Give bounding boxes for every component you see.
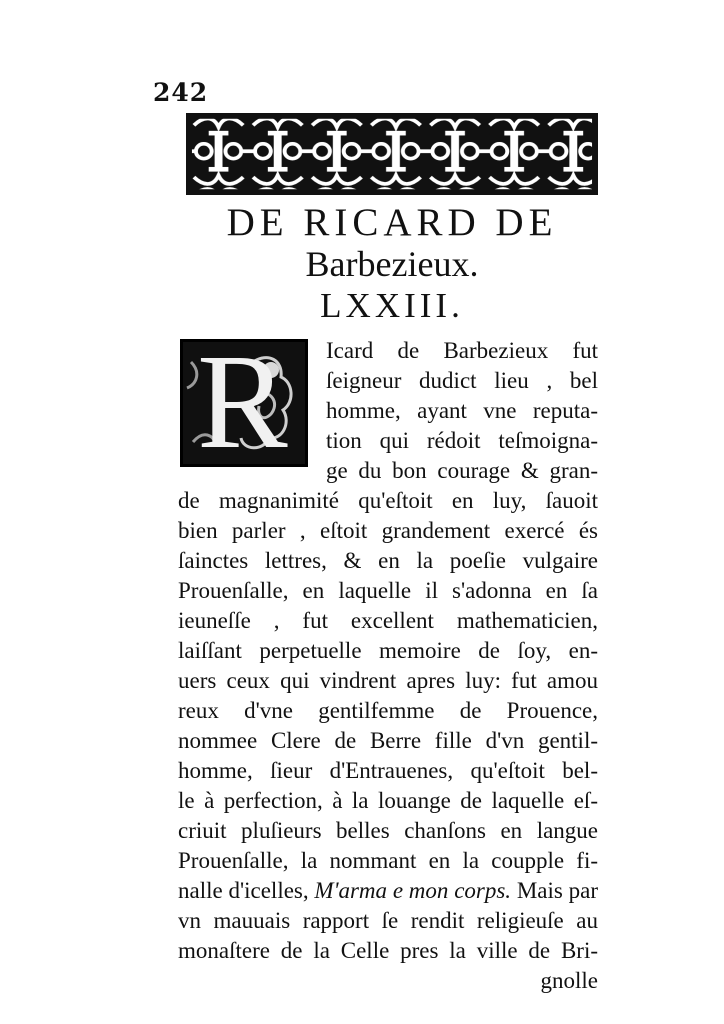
body-line: homme, ſieur d'Entrauenes, qu'eſtoit bel- — [178, 758, 598, 783]
body-line: monaſtere de la Celle pres la ville de Bri- — [178, 938, 598, 963]
body-line: ieuneſſe , fut excellent mathematicien, — [178, 608, 598, 633]
body-line: Prouenſalle, en laquelle il s'adonna en ſa — [178, 578, 598, 603]
headpiece-pattern-icon — [189, 116, 595, 192]
body-line: de magnanimité qu'eſtoit en luy, ſauoit — [178, 488, 598, 513]
body-line: tion qui rédoit teſmoigna- — [326, 428, 598, 453]
body-line: reux d'vne gentilfemme de Prouence, — [178, 698, 598, 723]
body-line: criuit pluſieurs belles chanſons en langue — [178, 818, 598, 843]
heading-line-3: LXXIII. — [320, 286, 464, 325]
body-line: le à perfection, à la louange de laquelle eſ- — [178, 788, 598, 813]
page-number: 242 — [153, 78, 209, 107]
body-line: ſainctes lettres, & en la poeſie vulgaire — [178, 548, 598, 573]
body-line: laiſſant perpetuelle memoire de ſoy, en- — [178, 638, 598, 663]
body-line: bien parler , eſtoit grandement exercé és — [178, 518, 598, 543]
heading-line-1: DE RICARD DE — [226, 201, 558, 244]
body-line: vn mauuais rapport ſe rendit religieuſe au — [178, 908, 598, 933]
italic-quote: M'arma e mon corps. — [314, 878, 512, 903]
decorated-initial — [180, 339, 308, 467]
catchword: gnolle — [540, 968, 598, 993]
body-line: ge du bon courage & gran- — [326, 458, 598, 483]
drop-cap-letter: R — [197, 339, 288, 467]
body-line: Icard de Barbezieux fut — [326, 338, 598, 363]
heading-line-2: Barbezieux. — [305, 244, 479, 284]
body-line: homme, ayant vne reputa- — [326, 398, 598, 423]
body-text: nalle d'icelles, — [178, 878, 309, 903]
body-line: ſeigneur dudict lieu , bel — [326, 368, 598, 393]
body-line: Prouenſalle, la nommant en la coupple fi- — [178, 848, 598, 873]
body-text: Mais par — [516, 878, 598, 903]
body-line-with-italic — [178, 879, 598, 902]
body-line: nommee Clere de Berre fille d'vn gentil- — [178, 728, 598, 753]
body-line: uers ceux qui vindrent apres luy: fut amou — [178, 668, 598, 693]
ornamental-headpiece — [186, 113, 598, 195]
